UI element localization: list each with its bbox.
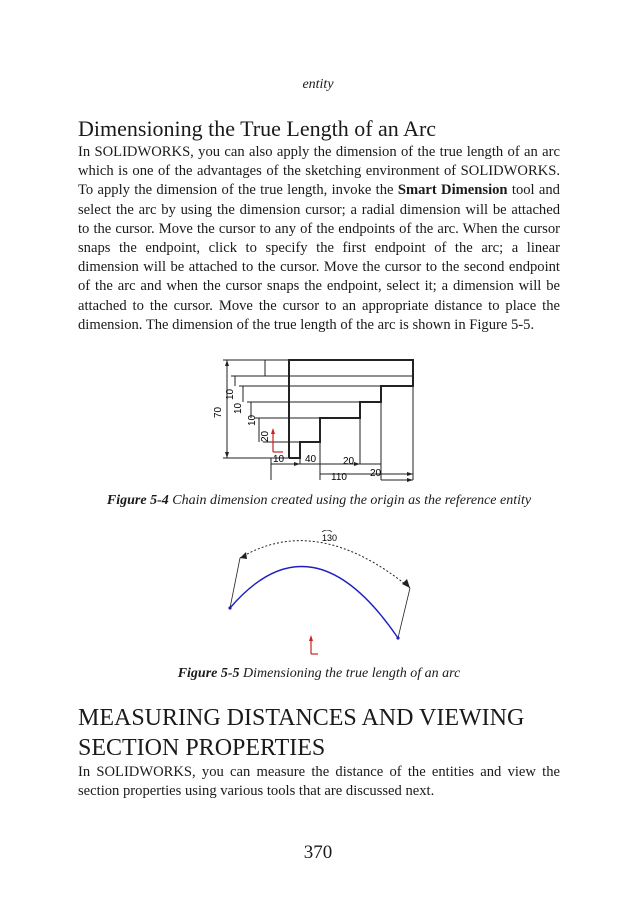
main-heading: MEASURING DISTANCES AND VIEWING SECTION PROPERTIES: [78, 705, 525, 761]
dim-label-20-mid: 20: [343, 456, 355, 467]
dim-label-110: 110: [331, 472, 347, 483]
section-heading: Dimensioning the True Length of an Arc: [78, 116, 437, 141]
dim-label-10-horizontal: 10: [273, 454, 285, 465]
paragraph-measuring: In SOLIDWORKS, you can measure the distance of the entities and view the section properties using various tools that are discussed next.: [78, 764, 560, 800]
dimension-arc: [240, 541, 410, 588]
paragraph-arc-length: [78, 143, 560, 335]
arc-length-dimension: [322, 530, 337, 543]
caption-text: Dimensioning the true length of an arc: [239, 666, 461, 681]
stepped-profile: [289, 360, 413, 458]
paragraph-text: In SOLIDWORKS, you can also apply the dimension of the true length of an arc which is one of the advantages of the sketching environment of SOLIDWORKS. To apply the dimension of the true length, invoke the: [78, 144, 560, 199]
page-number: 370: [303, 842, 333, 863]
dim-label-10-low: 10: [247, 414, 258, 426]
figure-5-5-caption: [78, 664, 560, 683]
paragraph-text-continued: tool and select the arc by using the dimension cursor; a radial dimension will be attached to the cursor. Move the cursor to any of the endpoints of the arc. When the cursor snaps the endpoint, click to specify the first endpoint of the arc; a linear dimension will be attached to the cursor. Move the cursor to the second endpoint of the arc and when the cursor snaps the endpoint, select it; a dimension will be attached to the cursor. Move the cursor to an appropriate distance to place the dimension. The dimension of the true length of the arc is shown in Figure 5-5.: [78, 182, 560, 333]
caption-text: Chain dimension created using the origin as the reference entity: [168, 493, 532, 508]
figure-chain-dimension: [205, 356, 425, 486]
tool-name-bold: Smart Dimension: [397, 182, 508, 199]
caption-number: Figure 5-5: [177, 666, 240, 681]
figure-arc-length: [222, 530, 422, 660]
arc-length-label: 130: [322, 533, 338, 543]
dim-label-20-right: 20: [370, 468, 382, 479]
dim-label-10-top: 10: [225, 388, 236, 400]
origin-marker: [271, 428, 283, 452]
dim-label-20-vertical: 20: [260, 430, 271, 442]
caption-number: Figure 5-4: [106, 493, 169, 508]
dim-label-40: 40: [305, 454, 317, 465]
runover-caption: entity: [302, 77, 334, 92]
origin-marker: [309, 635, 318, 654]
dim-label-10-mid: 10: [233, 402, 244, 414]
figure-5-4-caption: [78, 491, 560, 510]
arc-entity: [230, 566, 398, 638]
dim-label-70: 70: [213, 406, 224, 418]
